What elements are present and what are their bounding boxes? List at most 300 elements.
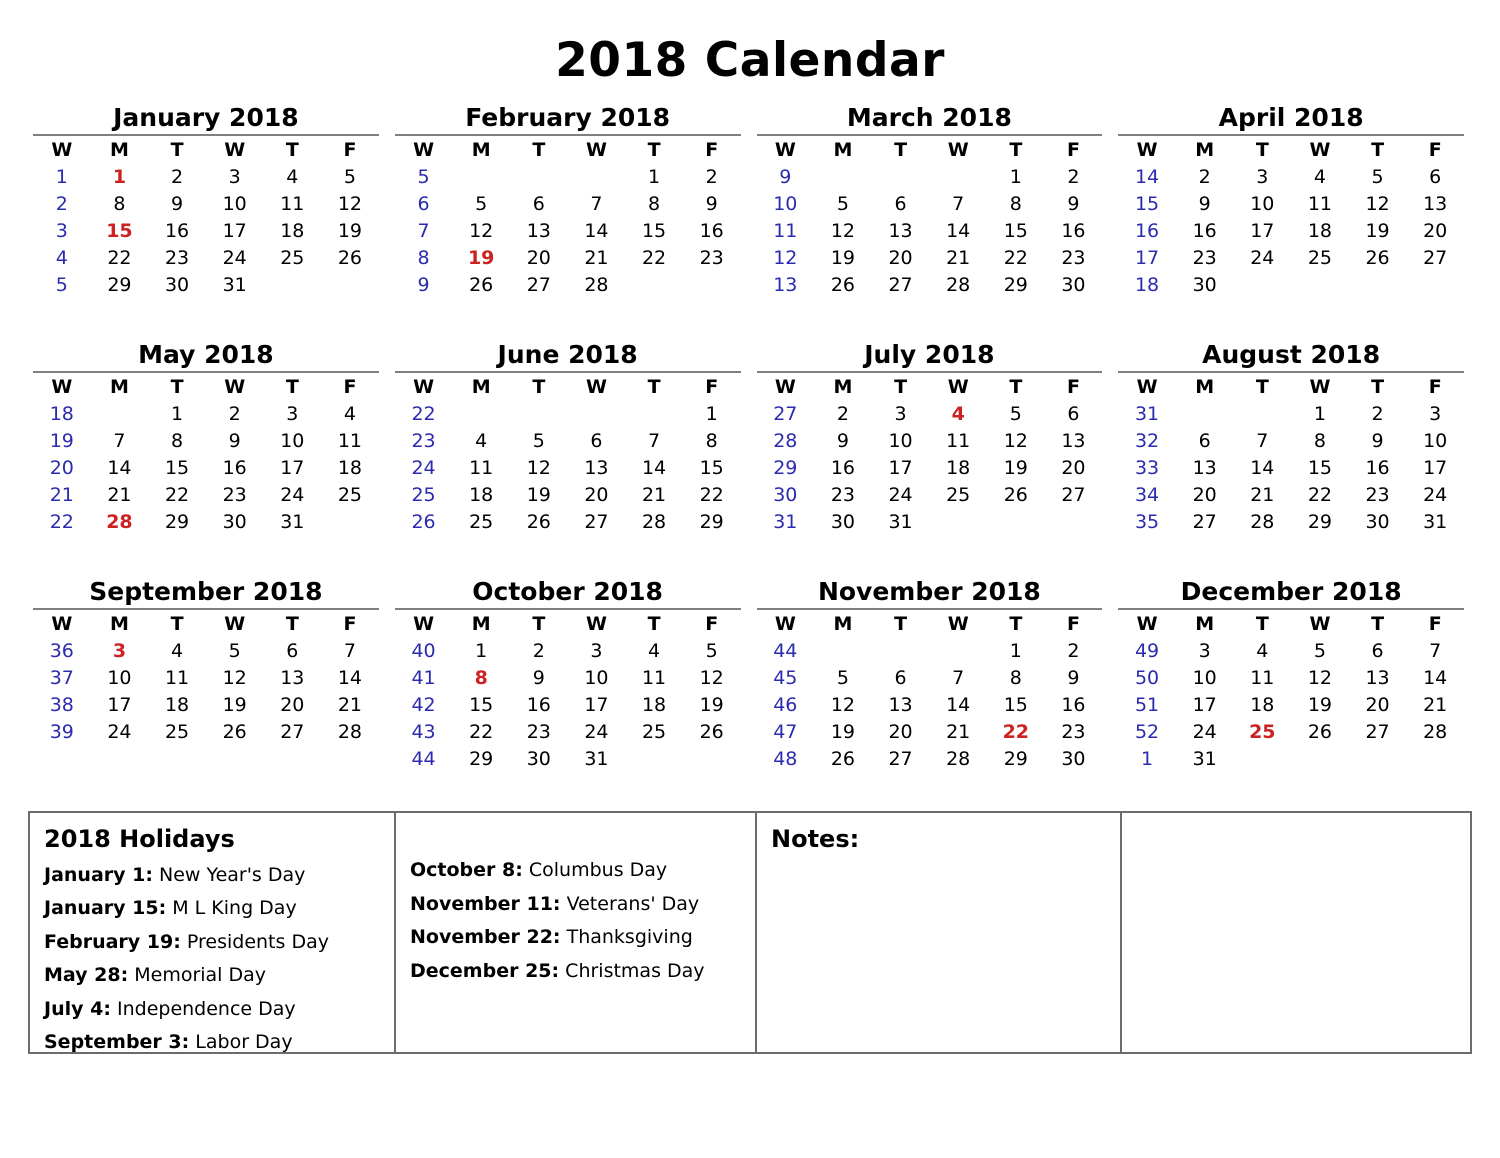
day-cell[interactable]: 3	[1198, 639, 1211, 662]
day-cell[interactable]: 27	[888, 747, 913, 770]
holiday-date: November 11:	[410, 892, 561, 915]
day-cell[interactable]: 29	[1003, 273, 1028, 296]
day-cell[interactable]: 1	[1009, 165, 1022, 188]
day-cell[interactable]: 13	[1061, 429, 1086, 452]
day-cell[interactable]: 20	[526, 246, 551, 269]
weekday-header: T	[1009, 375, 1023, 398]
day-cell[interactable]: 7	[648, 429, 661, 452]
day-cell[interactable]: 18	[469, 483, 494, 506]
day-cell[interactable]: 2	[836, 402, 849, 425]
day-cell[interactable]: 4	[343, 402, 356, 425]
day-cell[interactable]: 25	[641, 720, 667, 743]
day-cell[interactable]: 19	[1365, 219, 1390, 242]
day-cell[interactable]: 14	[1423, 666, 1448, 689]
holiday-list-right	[410, 854, 741, 988]
day-cell[interactable]: 5	[228, 639, 241, 662]
weekday-header: T	[894, 375, 908, 398]
day-cell[interactable]: 5	[1371, 165, 1384, 188]
day-cell[interactable]: 15	[469, 693, 494, 716]
weekday-header: M	[1195, 375, 1215, 398]
day-cell[interactable]: 19	[830, 720, 856, 743]
day-cell[interactable]: 10	[280, 429, 305, 452]
day-cell[interactable]: 27	[1061, 483, 1086, 506]
day-cell[interactable]: 7	[113, 429, 126, 452]
day-cell[interactable]: 22	[164, 483, 190, 506]
day-cell[interactable]: 7	[952, 666, 965, 689]
day-cell[interactable]: 18	[337, 456, 363, 479]
day-cell-holiday[interactable]: 3	[112, 639, 127, 662]
day-cell[interactable]: 17	[280, 456, 305, 479]
day-cell[interactable]: 31	[280, 510, 305, 533]
day-cell[interactable]: 11	[280, 192, 305, 215]
day-cell[interactable]: 31	[222, 273, 247, 296]
weekday-header: W	[947, 138, 969, 161]
day-cell[interactable]: 1	[475, 639, 488, 662]
day-cell-holiday[interactable]: 1	[112, 165, 127, 188]
day-cell[interactable]: 9	[1067, 666, 1080, 689]
day-cell[interactable]: 24	[584, 720, 609, 743]
day-cell[interactable]: 22	[107, 246, 132, 269]
day-cell[interactable]: 26	[469, 273, 494, 296]
day-cell[interactable]: 12	[337, 192, 363, 215]
week-number: 42	[411, 693, 436, 716]
day-cell[interactable]: 13	[1192, 456, 1217, 479]
day-cell[interactable]: 11	[946, 429, 971, 452]
day-cell[interactable]: 17	[1423, 456, 1448, 479]
day-cell[interactable]: 4	[286, 165, 299, 188]
week-number: 11	[773, 219, 798, 242]
month-table	[395, 611, 741, 773]
weekday-header: T	[285, 375, 299, 398]
day-cell[interactable]: 5	[1313, 639, 1326, 662]
day-cell[interactable]: 26	[699, 720, 724, 743]
day-cell[interactable]: 27	[280, 720, 305, 743]
day-cell[interactable]: 18	[1307, 219, 1333, 242]
day-cell[interactable]: 25	[164, 720, 190, 743]
day-cell[interactable]: 20	[888, 246, 913, 269]
day-cell[interactable]: 4	[475, 429, 488, 452]
day-cell-empty	[1291, 746, 1349, 773]
day-cell[interactable]: 7	[343, 639, 356, 662]
day-cell[interactable]: 20	[584, 483, 609, 506]
day-cell[interactable]: 18	[1250, 693, 1275, 716]
day-cell[interactable]: 6	[532, 192, 545, 215]
week-row	[757, 164, 1103, 191]
day-cell[interactable]: 27	[1423, 246, 1448, 269]
day-cell[interactable]: 6	[1067, 402, 1080, 425]
day-cell[interactable]: 24	[1250, 246, 1275, 269]
day-cell-holiday[interactable]: 8	[474, 666, 488, 689]
day-cell[interactable]: 28	[641, 510, 667, 533]
day-cell[interactable]: 13	[1423, 192, 1448, 215]
day-cell[interactable]: 6	[1198, 429, 1211, 452]
day-cell[interactable]: 10	[888, 429, 913, 452]
day-cell[interactable]: 23	[1061, 720, 1086, 743]
week-row	[33, 455, 379, 482]
day-cell-holiday[interactable]: 15	[106, 219, 133, 242]
day-cell-holiday[interactable]: 22	[1002, 720, 1030, 743]
day-cell[interactable]: 6	[894, 666, 907, 689]
day-cell[interactable]: 18	[164, 693, 190, 716]
day-cell[interactable]: 1	[1313, 402, 1326, 425]
day-cell[interactable]: 16	[830, 456, 856, 479]
day-cell[interactable]: 22	[1307, 483, 1333, 506]
day-cell[interactable]: 11	[641, 666, 667, 689]
day-cell[interactable]: 14	[337, 666, 363, 689]
day-cell[interactable]: 15	[699, 456, 724, 479]
day-cell[interactable]: 5	[532, 429, 545, 452]
day-cell[interactable]: 27	[1365, 720, 1390, 743]
day-cell[interactable]: 25	[1307, 246, 1333, 269]
weekday-header: T	[170, 138, 184, 161]
day-cell[interactable]: 23	[1192, 246, 1217, 269]
day-cell[interactable]: 17	[1250, 219, 1275, 242]
day-cell[interactable]: 16	[1061, 219, 1086, 242]
day-cell[interactable]: 23	[1365, 483, 1390, 506]
day-cell[interactable]: 14	[946, 693, 971, 716]
day-cell[interactable]: 26	[337, 246, 363, 269]
day-cell[interactable]: 2	[171, 165, 184, 188]
day-cell[interactable]: 26	[830, 273, 856, 296]
day-cell[interactable]: 5	[836, 192, 849, 215]
day-cell[interactable]: 4	[648, 639, 661, 662]
day-cell[interactable]: 12	[222, 666, 247, 689]
day-cell[interactable]: 15	[164, 456, 190, 479]
day-cell[interactable]: 31	[1192, 747, 1217, 770]
day-cell[interactable]: 25	[337, 483, 363, 506]
week-number-header: W	[1136, 138, 1158, 161]
day-cell[interactable]: 21	[641, 483, 667, 506]
day-cell[interactable]: 9	[1198, 192, 1211, 215]
day-cell[interactable]: 12	[1307, 666, 1333, 689]
day-cell[interactable]: 28	[1423, 720, 1448, 743]
day-cell[interactable]: 7	[590, 192, 603, 215]
holiday-name: M L King Day	[172, 897, 297, 920]
day-cell[interactable]: 10	[1250, 192, 1275, 215]
day-cell[interactable]: 13	[280, 666, 305, 689]
day-cell[interactable]: 31	[888, 510, 913, 533]
day-cell[interactable]: 11	[164, 666, 190, 689]
day-cell[interactable]: 24	[1192, 720, 1217, 743]
day-cell[interactable]: 28	[1250, 510, 1275, 533]
day-cell[interactable]: 28	[946, 747, 971, 770]
day-cell[interactable]: 9	[532, 666, 545, 689]
week-row	[757, 191, 1103, 218]
day-cell[interactable]: 15	[641, 219, 667, 242]
day-cell[interactable]: 16	[222, 456, 247, 479]
day-cell[interactable]: 27	[888, 273, 913, 296]
day-cell[interactable]: 1	[171, 402, 184, 425]
day-cell[interactable]: 16	[1061, 693, 1086, 716]
day-cell[interactable]: 31	[1423, 510, 1448, 533]
day-cell[interactable]: 29	[1003, 747, 1028, 770]
day-cell[interactable]: 3	[286, 402, 299, 425]
day-cell[interactable]: 7	[1256, 429, 1269, 452]
day-cell[interactable]: 30	[164, 273, 190, 296]
day-cell[interactable]: 9	[171, 192, 184, 215]
day-cell[interactable]: 16	[526, 693, 551, 716]
day-cell[interactable]: 24	[1423, 483, 1448, 506]
day-cell[interactable]: 30	[222, 510, 247, 533]
weekday-header: F	[343, 375, 357, 398]
day-cell[interactable]: 10	[222, 192, 247, 215]
day-cell[interactable]: 17	[107, 693, 132, 716]
day-cell[interactable]: 25	[469, 510, 494, 533]
day-cell[interactable]: 6	[894, 192, 907, 215]
day-cell[interactable]: 13	[1365, 666, 1390, 689]
day-cell-empty	[683, 746, 741, 773]
day-cell[interactable]: 17	[1192, 693, 1217, 716]
day-cell[interactable]: 21	[584, 246, 609, 269]
day-cell[interactable]: 17	[584, 693, 609, 716]
day-cell[interactable]: 18	[280, 219, 305, 242]
day-cell[interactable]: 24	[107, 720, 132, 743]
day-cell[interactable]: 12	[830, 219, 856, 242]
day-cell[interactable]: 26	[526, 510, 551, 533]
day-cell[interactable]: 18	[641, 693, 667, 716]
holidays-right-cell	[396, 813, 757, 1052]
day-cell[interactable]: 22	[699, 483, 724, 506]
day-cell[interactable]: 20	[1192, 483, 1217, 506]
weekday-header: W	[1309, 375, 1331, 398]
day-cell[interactable]: 30	[526, 747, 551, 770]
day-cell[interactable]: 17	[222, 219, 247, 242]
day-cell[interactable]: 19	[1003, 456, 1028, 479]
day-cell[interactable]: 31	[584, 747, 609, 770]
weekday-header: T	[285, 138, 299, 161]
day-cell[interactable]: 27	[584, 510, 609, 533]
day-cell[interactable]: 4	[1256, 639, 1269, 662]
day-cell[interactable]: 12	[469, 219, 494, 242]
day-cell[interactable]: 23	[222, 483, 247, 506]
day-cell[interactable]: 9	[1371, 429, 1384, 452]
day-cell[interactable]: 20	[1423, 219, 1448, 242]
month-title: September 2018	[33, 579, 379, 610]
day-cell[interactable]: 2	[1371, 402, 1384, 425]
day-cell[interactable]: 28	[584, 273, 609, 296]
day-cell[interactable]: 3	[894, 402, 907, 425]
day-cell[interactable]: 29	[107, 273, 132, 296]
day-cell[interactable]: 14	[1250, 456, 1275, 479]
day-cell[interactable]: 26	[1365, 246, 1390, 269]
day-cell-holiday[interactable]: 4	[951, 402, 965, 425]
day-cell-holiday[interactable]: 19	[467, 246, 495, 269]
day-cell[interactable]: 27	[526, 273, 551, 296]
day-cell[interactable]: 14	[107, 456, 132, 479]
day-cell[interactable]: 16	[164, 219, 190, 242]
day-cell[interactable]: 22	[469, 720, 494, 743]
day-cell[interactable]: 25	[280, 246, 305, 269]
day-cell[interactable]: 2	[1067, 165, 1080, 188]
day-cell[interactable]: 18	[946, 456, 971, 479]
day-cell[interactable]: 13	[584, 456, 609, 479]
day-cell[interactable]: 10	[1192, 666, 1217, 689]
week-row	[395, 191, 741, 218]
day-cell[interactable]: 11	[469, 456, 494, 479]
day-cell[interactable]: 16	[699, 219, 724, 242]
day-cell[interactable]: 17	[888, 456, 913, 479]
day-cell[interactable]: 12	[830, 693, 856, 716]
day-cell[interactable]: 10	[107, 666, 132, 689]
day-cell[interactable]: 19	[1307, 693, 1333, 716]
day-cell[interactable]: 2	[532, 639, 545, 662]
day-cell[interactable]: 15	[1003, 219, 1028, 242]
day-cell[interactable]: 28	[946, 273, 971, 296]
day-cell[interactable]: 26	[222, 720, 247, 743]
day-cell[interactable]: 8	[648, 192, 661, 215]
notes-cell[interactable]	[757, 813, 1122, 1052]
day-cell[interactable]: 22	[1003, 246, 1028, 269]
day-cell[interactable]: 7	[1429, 639, 1442, 662]
day-cell[interactable]: 1	[1009, 639, 1022, 662]
day-cell[interactable]: 2	[1198, 165, 1211, 188]
day-cell[interactable]: 16	[1365, 456, 1390, 479]
day-cell[interactable]: 19	[830, 246, 856, 269]
day-cell[interactable]: 21	[1250, 483, 1275, 506]
day-cell[interactable]: 21	[946, 720, 971, 743]
day-cell[interactable]: 3	[1429, 402, 1442, 425]
day-cell[interactable]: 3	[1256, 165, 1269, 188]
day-cell[interactable]: 12	[699, 666, 724, 689]
day-cell[interactable]: 24	[222, 246, 247, 269]
day-cell[interactable]: 24	[280, 483, 305, 506]
day-cell[interactable]: 27	[1192, 510, 1217, 533]
day-cell[interactable]: 9	[228, 429, 241, 452]
day-cell[interactable]: 11	[1307, 192, 1333, 215]
day-cell[interactable]: 19	[699, 693, 724, 716]
day-cell[interactable]: 9	[1067, 192, 1080, 215]
weekday-header-row	[1118, 137, 1464, 164]
day-cell[interactable]: 25	[946, 483, 971, 506]
day-cell[interactable]: 7	[952, 192, 965, 215]
day-cell[interactable]: 8	[705, 429, 718, 452]
day-cell[interactable]: 6	[590, 429, 603, 452]
day-cell[interactable]: 11	[1250, 666, 1275, 689]
day-cell[interactable]: 20	[1061, 456, 1086, 479]
month-title: December 2018	[1118, 579, 1464, 610]
day-cell[interactable]: 1	[705, 402, 718, 425]
day-cell[interactable]: 1	[648, 165, 661, 188]
day-cell-holiday[interactable]: 28	[106, 510, 133, 533]
day-cell[interactable]: 14	[584, 219, 609, 242]
day-cell[interactable]: 30	[830, 510, 856, 533]
day-cell[interactable]: 15	[1003, 693, 1028, 716]
day-cell[interactable]: 14	[946, 219, 971, 242]
day-cell[interactable]: 13	[526, 219, 551, 242]
day-cell[interactable]: 8	[113, 192, 126, 215]
week-number: 5	[55, 273, 68, 296]
day-cell[interactable]: 19	[526, 483, 551, 506]
day-cell[interactable]: 23	[830, 483, 856, 506]
day-cell[interactable]: 19	[222, 693, 247, 716]
day-cell[interactable]: 2	[1067, 639, 1080, 662]
day-cell[interactable]: 21	[337, 693, 363, 716]
day-cell[interactable]: 23	[699, 246, 724, 269]
day-cell[interactable]: 5	[705, 639, 718, 662]
day-cell[interactable]: 12	[1003, 429, 1028, 452]
day-cell[interactable]: 10	[584, 666, 609, 689]
day-cell[interactable]: 30	[1061, 747, 1086, 770]
day-cell[interactable]: 4	[1313, 165, 1326, 188]
day-cell[interactable]: 3	[590, 639, 603, 662]
day-cell[interactable]: 30	[1192, 273, 1217, 296]
day-cell[interactable]: 30	[1365, 510, 1390, 533]
day-cell[interactable]: 8	[1009, 192, 1022, 215]
day-cell[interactable]: 30	[1061, 273, 1086, 296]
day-cell[interactable]: 9	[836, 429, 849, 452]
weekday-header-row	[33, 374, 379, 401]
day-cell[interactable]: 11	[337, 429, 363, 452]
day-cell[interactable]: 5	[836, 666, 849, 689]
day-cell[interactable]: 29	[164, 510, 190, 533]
day-cell[interactable]: 13	[888, 693, 913, 716]
day-cell[interactable]: 20	[888, 720, 913, 743]
day-cell[interactable]: 20	[1365, 693, 1390, 716]
day-cell[interactable]: 5	[1009, 402, 1022, 425]
day-cell[interactable]: 8	[1009, 666, 1022, 689]
day-cell[interactable]: 10	[1423, 429, 1448, 452]
day-cell-empty	[568, 164, 626, 191]
day-cell[interactable]: 23	[164, 246, 190, 269]
day-cell[interactable]: 5	[475, 192, 488, 215]
day-cell[interactable]: 24	[888, 483, 913, 506]
day-cell[interactable]: 8	[1313, 429, 1326, 452]
day-cell[interactable]: 12	[1365, 192, 1390, 215]
day-cell[interactable]: 6	[1429, 165, 1442, 188]
day-cell[interactable]: 22	[641, 246, 667, 269]
page-title: 2018 Calendar	[555, 33, 945, 88]
day-cell[interactable]: 13	[888, 219, 913, 242]
day-cell[interactable]: 29	[469, 747, 494, 770]
day-cell[interactable]: 5	[343, 165, 356, 188]
day-cell[interactable]: 21	[946, 246, 971, 269]
day-cell[interactable]: 16	[1192, 219, 1217, 242]
blank-cell[interactable]	[1122, 813, 1470, 1052]
day-cell-holiday[interactable]: 25	[1249, 720, 1276, 743]
day-cell[interactable]: 26	[1003, 483, 1028, 506]
day-cell[interactable]: 6	[286, 639, 299, 662]
holiday-item	[44, 993, 380, 1027]
weekday-header: T	[285, 612, 299, 635]
day-cell[interactable]: 2	[228, 402, 241, 425]
week-number: 38	[49, 693, 74, 716]
day-cell[interactable]: 29	[699, 510, 724, 533]
day-cell[interactable]: 23	[1061, 246, 1086, 269]
day-cell[interactable]: 21	[1423, 693, 1448, 716]
day-cell[interactable]: 6	[1371, 639, 1384, 662]
day-cell[interactable]: 28	[337, 720, 363, 743]
day-cell[interactable]: 15	[1307, 456, 1333, 479]
day-cell[interactable]: 29	[1307, 510, 1333, 533]
day-cell[interactable]: 3	[228, 165, 241, 188]
day-cell[interactable]: 12	[526, 456, 551, 479]
day-cell[interactable]: 26	[830, 747, 856, 770]
day-cell[interactable]: 14	[641, 456, 667, 479]
day-cell[interactable]: 8	[171, 429, 184, 452]
day-cell[interactable]: 21	[107, 483, 132, 506]
day-cell[interactable]: 20	[280, 693, 305, 716]
day-cell[interactable]: 9	[705, 192, 718, 215]
day-cell[interactable]: 23	[526, 720, 551, 743]
month-block	[757, 105, 1111, 342]
day-cell[interactable]: 4	[171, 639, 184, 662]
day-cell-empty	[929, 638, 987, 665]
week-number: 52	[1134, 720, 1160, 743]
day-cell[interactable]: 26	[1307, 720, 1333, 743]
holiday-item	[44, 859, 380, 893]
day-cell[interactable]: 2	[705, 165, 718, 188]
day-cell[interactable]: 19	[337, 219, 363, 242]
